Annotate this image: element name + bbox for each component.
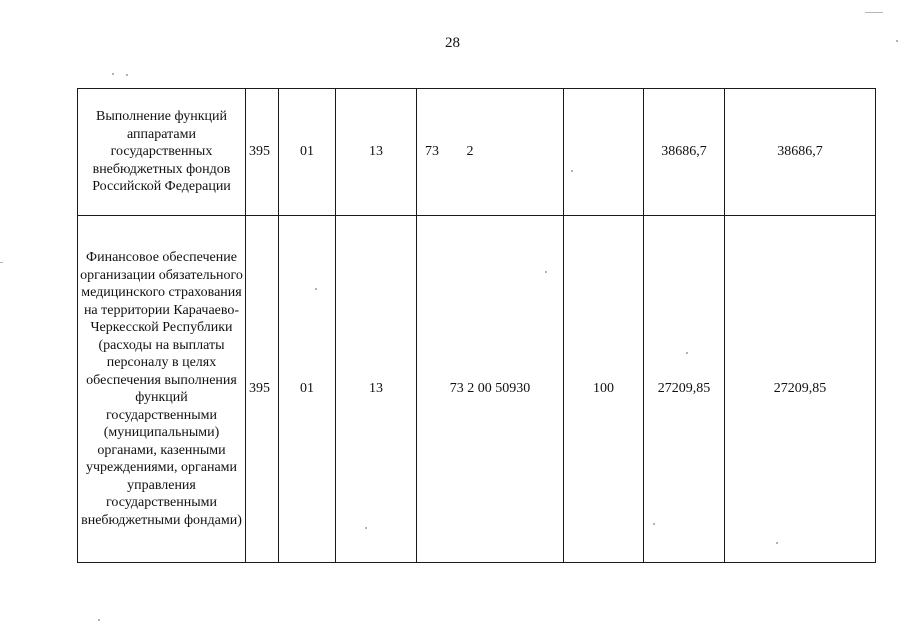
scan-speck <box>776 542 778 544</box>
scan-edge-mark <box>0 262 3 263</box>
scan-speck <box>545 271 547 273</box>
table-row <box>78 216 876 563</box>
target-article-cell: 73 2 <box>417 89 564 216</box>
subsection-cell: 13 <box>336 89 417 216</box>
amount-2-cell: 27209,85 <box>725 216 876 563</box>
row-name-cell: Выполнение функций аппаратами государственных внебюджетных фондов Российской Федерации <box>78 89 246 216</box>
scan-speck <box>112 73 114 75</box>
table-row <box>78 89 876 216</box>
scan-speck <box>98 619 100 621</box>
section-cell: 01 <box>279 216 336 563</box>
row-name-cell: Финансовое обеспечение организации обязательного медицинского страхования на территории Карачаево-Черкесской Республики (расходы на выплаты персоналу в целях обеспечения выполнения функций государственными (муниципальными) органами, казенными учреждениями, органами управления государственными внебюджетными фондами) <box>78 216 246 563</box>
budget-table <box>77 88 876 563</box>
target-article-cell: 73 2 00 50930 <box>417 216 564 563</box>
amount-1-cell: 38686,7 <box>644 89 725 216</box>
expense-type-cell <box>564 89 644 216</box>
page-number: 28 <box>445 35 460 51</box>
scan-speck <box>571 170 573 172</box>
scan-speck <box>315 288 317 290</box>
amount-1-cell: 27209,85 <box>644 216 725 563</box>
subsection-cell: 13 <box>336 216 417 563</box>
scan-speck <box>653 523 655 525</box>
expense-type-cell: 100 <box>564 216 644 563</box>
grbs-cell: 395 <box>246 216 279 563</box>
scan-speck <box>365 527 367 529</box>
amount-2-cell: 38686,7 <box>725 89 876 216</box>
scan-edge-mark <box>865 12 883 13</box>
scan-speck <box>686 352 688 354</box>
scan-speck <box>896 40 898 42</box>
section-cell: 01 <box>279 89 336 216</box>
grbs-cell: 395 <box>246 89 279 216</box>
scan-speck <box>126 74 128 76</box>
